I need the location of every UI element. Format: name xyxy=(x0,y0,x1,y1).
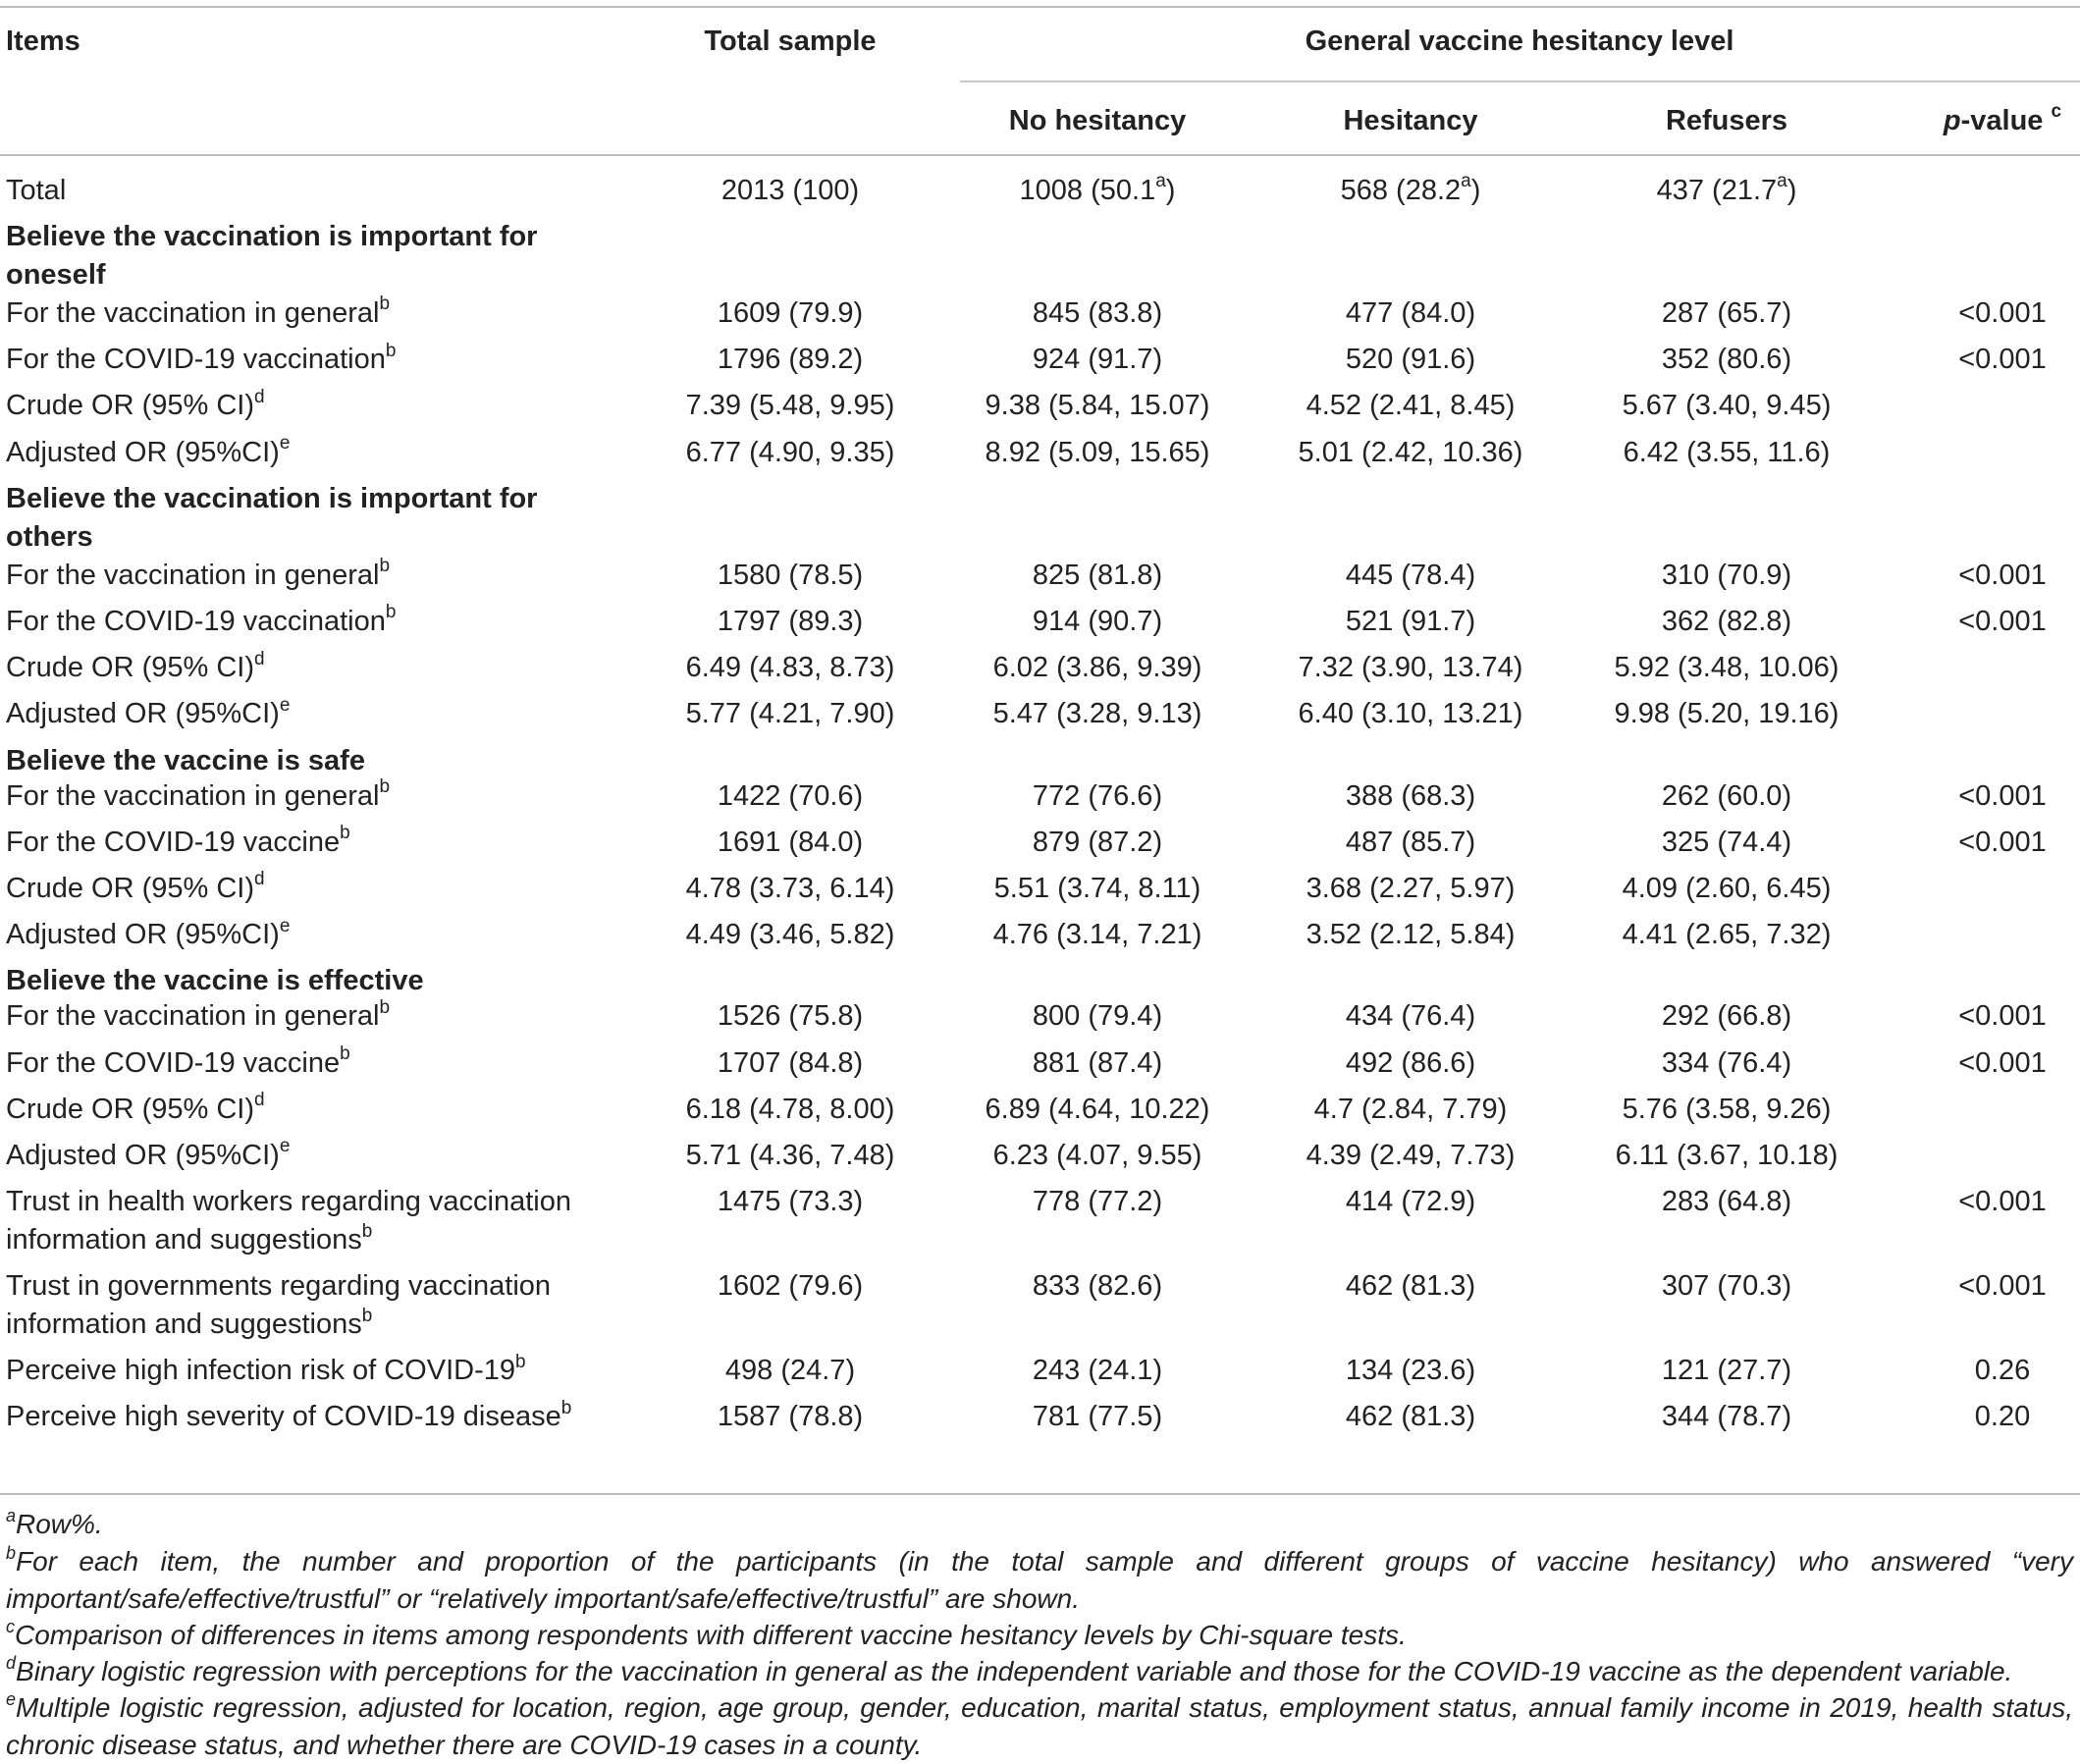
row-label-text: Crude OR (95% CI) xyxy=(6,390,255,422)
cell-refusers: 4.41 (2.65, 7.32) xyxy=(1622,919,1832,951)
cell-no-hesitancy: 5.47 (3.28, 9.13) xyxy=(992,698,1202,730)
cell-p-value: 0.20 xyxy=(1974,1401,2031,1433)
cell-total: 1422 (70.6) xyxy=(717,779,864,812)
sup: a xyxy=(1777,171,1787,192)
cell-total: 4.49 (3.46, 5.82) xyxy=(685,919,895,951)
footnote-a xyxy=(6,1506,2073,1543)
row-label-text: Crude OR (95% CI) xyxy=(6,873,255,904)
row-label xyxy=(6,694,290,733)
cell-hesitancy: 134 (23.6) xyxy=(1345,1355,1476,1387)
footnote-b xyxy=(6,1543,2073,1618)
row-label-sup: b xyxy=(385,602,397,623)
row-label-text: For the COVID-19 vaccine xyxy=(6,826,341,858)
value-text: 568 (28.2 xyxy=(1340,175,1462,206)
cell-hesitancy: 414 (72.9) xyxy=(1345,1186,1476,1218)
cell-no-hesitancy: 6.23 (4.07, 9.55) xyxy=(992,1140,1202,1171)
row-label-text: For the vaccination in general xyxy=(6,779,380,812)
cell-refusers: 5.76 (3.58, 9.26) xyxy=(1622,1093,1832,1125)
cell-total: 4.78 (3.73, 6.14) xyxy=(685,873,895,904)
row-label-sup: e xyxy=(279,1136,291,1157)
cell-total: 7.39 (5.48, 9.95) xyxy=(685,390,895,422)
row-label-text: Crude OR (95% CI) xyxy=(6,1093,255,1125)
row-label-sup: b xyxy=(361,1305,373,1326)
cell-refusers: 6.42 (3.55, 11.6) xyxy=(1623,436,1831,468)
cell-hesitancy: 3.52 (2.12, 5.84) xyxy=(1306,919,1516,951)
row-label-sup: b xyxy=(379,294,391,315)
cell-refusers: 292 (66.8) xyxy=(1661,1000,1792,1033)
cell-refusers: 344 (78.7) xyxy=(1661,1401,1792,1433)
row-label xyxy=(6,776,390,816)
row-label xyxy=(6,386,265,425)
footnote-sup: e xyxy=(6,1688,17,1709)
cell-no-hesitancy: 6.02 (3.86, 9.39) xyxy=(992,652,1202,684)
cell-p-value: <0.001 xyxy=(1958,606,2047,637)
row-label-sup: b xyxy=(340,1042,350,1064)
footnote-e xyxy=(6,1689,2073,1764)
cell-refusers: 287 (65.7) xyxy=(1661,297,1792,329)
cell-total: 6.49 (4.83, 8.73) xyxy=(685,652,895,684)
row-label-sup: b xyxy=(361,1220,373,1242)
sup: a xyxy=(1461,171,1471,192)
cell-hesitancy: 7.32 (3.90, 13.74) xyxy=(1298,652,1523,684)
p-value-sup: c xyxy=(2051,101,2062,123)
row-label-text: Adjusted OR (95%CI) xyxy=(6,1140,280,1171)
cell-total: 1475 (73.3) xyxy=(717,1186,864,1218)
cell-p-value: <0.001 xyxy=(1958,559,2047,591)
section-title-cont: oneself xyxy=(6,259,106,291)
p-value-p: p xyxy=(1943,105,1961,136)
row-label xyxy=(6,1090,265,1129)
footnote-text: Multiple logistic regression, adjusted for location, region, age group, gender, education, marital status, employment status, annual family income in 2019, health status, chronic disease status, and whether there are COVID-19 cases in a county. xyxy=(6,1692,2073,1760)
row-label xyxy=(6,1043,350,1083)
total-row-total: 2013 (100) xyxy=(720,175,860,206)
cell-hesitancy: 388 (68.3) xyxy=(1345,779,1476,812)
cell-no-hesitancy: 833 (82.6) xyxy=(1032,1270,1163,1303)
cell-no-hesitancy: 243 (24.1) xyxy=(1032,1355,1163,1387)
header-items: Items xyxy=(6,26,80,57)
row-label-text: For the COVID-19 vaccine xyxy=(6,1046,341,1079)
trust-label-line1: Trust in governments regarding vaccination xyxy=(6,1270,552,1303)
cell-total: 1580 (78.5) xyxy=(717,559,864,591)
cell-hesitancy: 4.52 (2.41, 8.45) xyxy=(1306,390,1516,422)
footnote-sup: c xyxy=(6,1616,15,1636)
row-label xyxy=(6,433,290,472)
cell-total: 1602 (79.6) xyxy=(717,1270,864,1303)
section-title-cont: others xyxy=(6,520,93,553)
row-label-sup: b xyxy=(515,1351,526,1372)
perceive-label xyxy=(6,1351,526,1390)
total-row-hesitancy xyxy=(1341,171,1481,210)
footnote-d xyxy=(6,1653,2073,1690)
row-label-sup: e xyxy=(279,432,291,454)
value-close: ) xyxy=(1165,175,1176,206)
trust-label-line2 xyxy=(6,1220,372,1259)
row-label-text: Adjusted OR (95%CI) xyxy=(6,698,280,730)
cell-total: 1587 (78.8) xyxy=(717,1401,864,1433)
cell-no-hesitancy: 881 (87.4) xyxy=(1032,1046,1163,1079)
cell-total: 498 (24.7) xyxy=(724,1355,856,1387)
cell-refusers: 5.92 (3.48, 10.06) xyxy=(1614,652,1840,684)
row-label-sup: d xyxy=(254,648,265,669)
cell-hesitancy: 445 (78.4) xyxy=(1345,559,1476,591)
value-close: ) xyxy=(1470,175,1481,206)
cell-refusers: 283 (64.8) xyxy=(1661,1186,1792,1218)
cell-refusers: 352 (80.6) xyxy=(1661,344,1792,376)
cell-total: 6.77 (4.90, 9.35) xyxy=(685,436,895,468)
row-label-sup: b xyxy=(340,823,350,844)
cell-hesitancy: 6.40 (3.10, 13.21) xyxy=(1298,698,1523,730)
cell-no-hesitancy: 800 (79.4) xyxy=(1032,1000,1163,1033)
row-label-text: information and suggestions xyxy=(6,1309,362,1341)
total-row-refusers xyxy=(1657,171,1797,210)
value-text: 1008 (50.1 xyxy=(1019,175,1156,206)
row-label-text: Perceive high infection risk of COVID-19 xyxy=(6,1355,515,1387)
cell-hesitancy: 5.01 (2.42, 10.36) xyxy=(1298,436,1523,468)
header-p-value xyxy=(1944,101,2061,140)
cell-refusers: 121 (27.7) xyxy=(1661,1355,1792,1387)
row-label xyxy=(6,340,396,379)
row-label xyxy=(6,294,390,333)
cell-no-hesitancy: 772 (76.6) xyxy=(1032,779,1163,812)
row-label-sup: b xyxy=(385,340,397,361)
cell-total: 5.77 (4.21, 7.90) xyxy=(685,698,895,730)
row-label-text: For the vaccination in general xyxy=(6,559,380,591)
cell-p-value: <0.001 xyxy=(1958,826,2047,858)
footnote-text: Comparison of differences in items among respondents with different vaccine hesitancy levels by Chi-square tests. xyxy=(15,1620,1407,1650)
row-label xyxy=(6,1136,290,1175)
trust-label-line2 xyxy=(6,1305,372,1344)
cell-refusers: 4.09 (2.60, 6.45) xyxy=(1622,873,1832,904)
cell-p-value: <0.001 xyxy=(1958,1000,2047,1033)
value-close: ) xyxy=(1787,175,1797,206)
cell-p-value: <0.001 xyxy=(1958,779,2047,812)
sup: a xyxy=(1155,171,1166,192)
cell-total: 1796 (89.2) xyxy=(717,344,864,376)
row-label-text: For the COVID-19 vaccination xyxy=(6,344,386,376)
cell-hesitancy: 487 (85.7) xyxy=(1345,826,1476,858)
row-label xyxy=(6,648,265,687)
cell-no-hesitancy: 914 (90.7) xyxy=(1032,606,1163,637)
cell-no-hesitancy: 845 (83.8) xyxy=(1032,297,1163,329)
cell-refusers: 262 (60.0) xyxy=(1661,779,1792,812)
footnote-c xyxy=(6,1617,2073,1654)
row-label-text: Adjusted OR (95%CI) xyxy=(6,436,280,468)
row-label-sup: d xyxy=(254,869,265,890)
cell-hesitancy: 492 (86.6) xyxy=(1345,1046,1476,1079)
header-rule xyxy=(0,154,2080,156)
cell-no-hesitancy: 778 (77.2) xyxy=(1032,1186,1163,1218)
footnote-text: Binary logistic regression with perceptions for the vaccination in general as the independent variable and those for the COVID-19 vaccine as the dependent variable. xyxy=(16,1656,2013,1686)
row-label xyxy=(6,869,265,908)
total-row-label: Total xyxy=(6,175,67,206)
row-label-text: information and suggestions xyxy=(6,1224,362,1256)
cell-hesitancy: 4.7 (2.84, 7.79) xyxy=(1313,1093,1508,1125)
row-label-text: For the vaccination in general xyxy=(6,297,380,329)
row-label-sup: b xyxy=(379,556,391,577)
row-label xyxy=(6,996,390,1036)
cell-p-value: 0.26 xyxy=(1974,1355,2031,1387)
cell-total: 1691 (84.0) xyxy=(717,826,864,858)
cell-hesitancy: 462 (81.3) xyxy=(1345,1270,1476,1303)
cell-refusers: 6.11 (3.67, 10.18) xyxy=(1615,1140,1839,1171)
row-label-text: Perceive high severity of COVID-19 disease xyxy=(6,1401,561,1433)
cell-total: 1609 (79.9) xyxy=(717,297,864,329)
header-total-sample: Total sample xyxy=(704,26,877,57)
row-label xyxy=(6,556,390,595)
cell-refusers: 325 (74.4) xyxy=(1661,826,1792,858)
cell-hesitancy: 4.39 (2.49, 7.73) xyxy=(1306,1140,1516,1171)
section-title: Believe the vaccination is important for xyxy=(6,221,538,252)
row-label-text: Adjusted OR (95%CI) xyxy=(6,919,280,951)
cell-no-hesitancy: 879 (87.2) xyxy=(1032,826,1163,858)
row-label xyxy=(6,602,396,641)
group-rule xyxy=(960,80,2080,82)
cell-hesitancy: 462 (81.3) xyxy=(1345,1401,1476,1433)
row-label xyxy=(6,915,290,954)
row-label-text: For the COVID-19 vaccination xyxy=(6,606,386,637)
cell-no-hesitancy: 825 (81.8) xyxy=(1032,559,1163,591)
cell-refusers: 307 (70.3) xyxy=(1661,1270,1792,1303)
cell-no-hesitancy: 5.51 (3.74, 8.11) xyxy=(993,873,1201,904)
cell-hesitancy: 520 (91.6) xyxy=(1345,344,1476,376)
header-refusers: Refusers xyxy=(1665,105,1788,136)
row-label-sup: d xyxy=(254,1090,265,1111)
row-label-sup: b xyxy=(379,996,391,1018)
cell-hesitancy: 521 (91.7) xyxy=(1345,606,1476,637)
cell-refusers: 334 (76.4) xyxy=(1661,1046,1792,1079)
trust-label-line1: Trust in health workers regarding vaccination xyxy=(6,1186,571,1218)
cell-p-value: <0.001 xyxy=(1958,344,2047,376)
section-title: Believe the vaccine is safe xyxy=(6,744,365,776)
cell-total: 5.71 (4.36, 7.48) xyxy=(685,1140,895,1171)
cell-refusers: 5.67 (3.40, 9.45) xyxy=(1622,390,1832,422)
bottom-rule xyxy=(0,1493,2080,1495)
cell-hesitancy: 3.68 (2.27, 5.97) xyxy=(1306,873,1516,904)
top-rule xyxy=(0,6,2080,8)
cell-no-hesitancy: 924 (91.7) xyxy=(1032,344,1163,376)
total-row-no-hesitancy xyxy=(1020,171,1176,210)
cell-no-hesitancy: 4.76 (3.14, 7.21) xyxy=(992,919,1202,951)
row-label-sup: b xyxy=(560,1397,572,1418)
cell-total: 6.18 (4.78, 8.00) xyxy=(685,1093,895,1125)
p-value-suffix: -value xyxy=(1960,105,2044,136)
header-no-hesitancy: No hesitancy xyxy=(1008,105,1187,136)
row-label-sup: d xyxy=(254,386,265,407)
footnote-text: Row%. xyxy=(16,1509,103,1539)
row-label-text: For the vaccination in general xyxy=(6,1000,380,1033)
cell-no-hesitancy: 9.38 (5.84, 15.07) xyxy=(985,390,1210,422)
row-label-sup: e xyxy=(279,915,291,936)
row-label-sup: b xyxy=(379,775,391,797)
cell-no-hesitancy: 781 (77.5) xyxy=(1032,1401,1163,1433)
cell-p-value: <0.001 xyxy=(1958,1046,2047,1079)
cell-p-value: <0.001 xyxy=(1958,1186,2047,1218)
cell-total: 1707 (84.8) xyxy=(717,1046,864,1079)
cell-total: 1526 (75.8) xyxy=(717,1000,864,1033)
cell-p-value: <0.001 xyxy=(1958,1270,2047,1303)
header-hesitancy: Hesitancy xyxy=(1343,105,1478,136)
cell-no-hesitancy: 6.89 (4.64, 10.22) xyxy=(985,1093,1210,1125)
row-label xyxy=(6,823,350,862)
cell-total: 1797 (89.3) xyxy=(717,606,864,637)
cell-refusers: 9.98 (5.20, 19.16) xyxy=(1614,698,1840,730)
cell-no-hesitancy: 8.92 (5.09, 15.65) xyxy=(985,436,1210,468)
cell-refusers: 310 (70.9) xyxy=(1661,559,1792,591)
cell-hesitancy: 477 (84.0) xyxy=(1345,297,1476,329)
perceive-label xyxy=(6,1397,571,1436)
cell-hesitancy: 434 (76.4) xyxy=(1345,1000,1476,1033)
footnote-text: For each item, the number and proportion of the participants (in the total sample and different groups of vaccine hesitancy) who answered “very important/safe/effective/trustful” or “relatively important/safe/effective/trustful” are shown. xyxy=(6,1546,2073,1614)
row-label-sup: e xyxy=(279,694,291,716)
cell-refusers: 362 (82.8) xyxy=(1661,606,1792,637)
section-title: Believe the vaccine is effective xyxy=(6,965,424,997)
value-text: 437 (21.7 xyxy=(1656,175,1778,206)
cell-p-value: <0.001 xyxy=(1958,297,2047,329)
row-label-text: Crude OR (95% CI) xyxy=(6,652,255,684)
footnote-sup: b xyxy=(6,1542,17,1563)
header-group-title: General vaccine hesitancy level xyxy=(1305,26,1734,57)
section-title: Believe the vaccination is important for xyxy=(6,482,538,514)
footnote-sup: d xyxy=(6,1652,17,1673)
footnote-sup: a xyxy=(6,1505,17,1525)
